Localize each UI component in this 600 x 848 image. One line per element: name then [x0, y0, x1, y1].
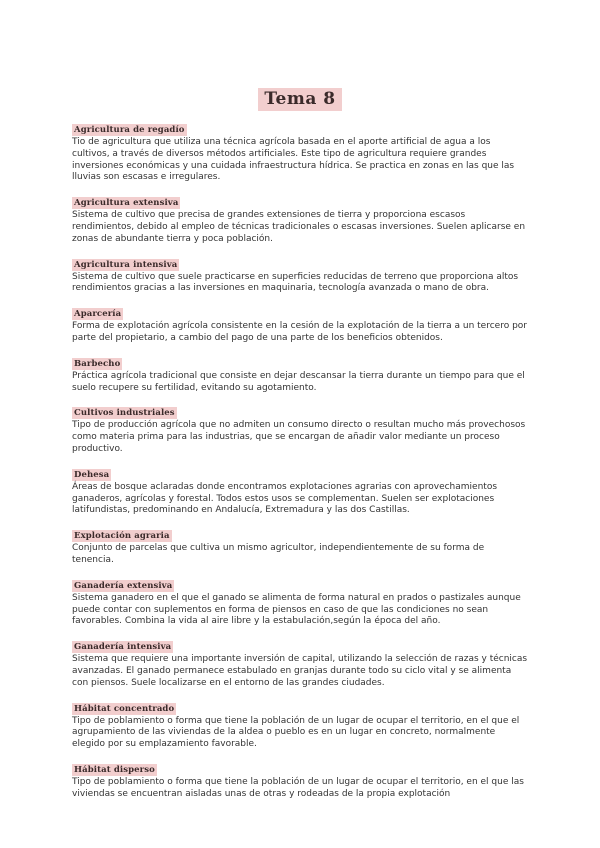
glossary-term: Ganadería intensiva	[74, 642, 172, 653]
glossary-entry	[72, 117, 528, 184]
glossary-definition: Sistema de cultivo que suele practicarse en superficies reducidas de terreno que proporciona altos rendimientos gracias a las inversiones en maquinaria, tecnología avanzada o mano de obra.	[72, 271, 519, 294]
glossary-definition: Tipo de poblamiento o forma que tiene la población de un lugar de ocupar el territorio, en el que el agrupamiento de las viviendas de la aldea o pueblo es en un lugar en concreto, normalmente elegido por su emplazamiento favorable.	[72, 715, 520, 750]
glossary-entry	[72, 301, 528, 345]
glossary-definition: Tipo de poblamiento o forma que tiene la población de un lugar de ocupar el territorio, en el que las viviendas se encuentran aisladas unas de otras y rodeadas de la propia explotación	[72, 776, 524, 799]
glossary-term: Cultivos industriales	[74, 408, 175, 419]
glossary-entry	[72, 634, 528, 689]
glossary-term: Agricultura de regadío	[74, 125, 185, 135]
glossary-definition: Tipo de producción agrícola que no admiten un consumo directo o resultan mucho más provechosos como materia prima para las industrias, que se encargan de añadir valor mediante un proceso productivo.	[72, 420, 526, 454]
glossary-term: Barbecho	[74, 358, 121, 369]
glossary-term: Agricultura extensiva	[74, 198, 179, 209]
glossary-term: Hábitat disperso	[74, 764, 155, 775]
glossary-term: Ganadería extensiva	[74, 580, 173, 591]
glossary-term: Agricultura intensiva	[74, 259, 178, 270]
glossary-entry	[72, 757, 528, 801]
glossary-definition: Tio de agricultura que utiliza una técnica agrícola basada en el aporte artificial de agua a los cultivos, a través de diversos métodos artificiales. Este tipo de agricultura requiere grandes inversiones económicas y una cuidada infraestructura hídrica. Se practica en zonas en las que las lluvias son escasas e irregulares.	[72, 137, 515, 183]
glossary-entry	[72, 190, 528, 245]
glossary-term: Hábitat concentrado	[74, 703, 175, 714]
glossary-entry	[72, 400, 528, 455]
glossary-entry	[72, 523, 528, 567]
glossary-term: Aparcería	[74, 309, 122, 320]
glossary-term: Dehesa	[74, 469, 110, 480]
glossary-entry	[72, 462, 528, 517]
glossary-entry	[72, 573, 528, 628]
glossary-definition: Práctica agrícola tradicional que consiste en dejar descansar la tierra durante un tiempo para que el suelo recupere su fertilidad, evitando su agotamiento.	[72, 370, 525, 393]
glossary-definition: Sistema de cultivo que precisa de grandes extensiones de tierra y proporciona escasos rendimientos, debido al empleo de técnicas tradicionales o escasas inversiones. Suelen aplicarse en zonas de abundante tierra y poca población.	[72, 210, 526, 244]
page-title: Tema 8	[258, 88, 341, 111]
glossary-definition: Conjunto de parcelas que cultiva un mismo agricultor, independientemente de su forma de tenencia.	[72, 543, 485, 565]
glossary-definition: Sistema ganadero en el que el ganado se alimenta de forma natural en prados o pastizales aunque puede contar con suplementos en forma de piensos en caso de que las condiciones no sean favorables. Combina la vida al aire libre y la estabulación,según la época del año.	[72, 592, 521, 627]
glossary-definition: Sistema que requiere una importante inversión de capital, utilizando la selección de razas y técnicas avanzadas. El ganado permanece estabulado en granjas durante todo su ciclo vital y se alimenta con piensos. Suele localizarse en el entorno de las grandes ciudades.	[72, 654, 528, 688]
glossary-definition: Áreas de bosque aclaradas donde encontramos explotaciones agrarias con aprovechamientos ganaderos, agrícolas y forestal. Todos estos usos se complementan. Suelen ser explotaciones latifundistas, predominando en Andalucía, Extremadura y las dos Castillas.	[72, 481, 498, 516]
glossary-definition: Forma de explotación agrícola consistente en la cesión de la explotación de la tierra a un tercero por parte del propietario, a cambio del pago de una parte de los beneficios obtenidos.	[72, 321, 528, 343]
glossary-term: Explotación agraria	[74, 531, 170, 542]
glossary-entry	[72, 252, 528, 296]
glossary-entry	[72, 696, 528, 751]
glossary-list	[72, 117, 528, 807]
glossary-entry	[72, 351, 528, 395]
title-wrapper	[0, 88, 600, 111]
